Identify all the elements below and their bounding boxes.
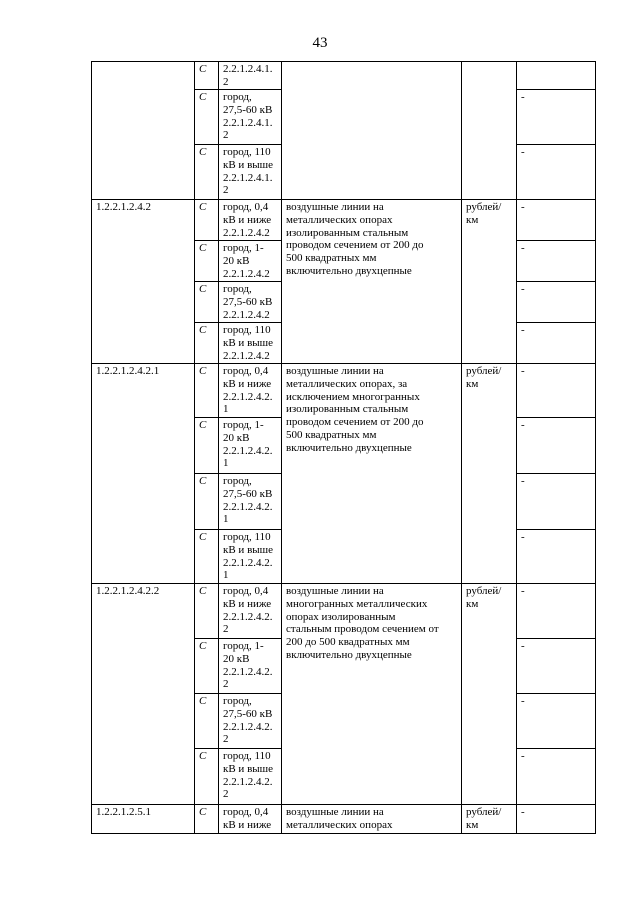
zone-cell (219, 418, 282, 474)
text-line: 27,5-60 кВ (223, 103, 273, 116)
text-line: рублей/ (466, 201, 502, 213)
text-line: 2.2.1.2.4.1. (223, 116, 273, 129)
value-cell: - (517, 90, 596, 145)
zone-cell (219, 90, 282, 145)
category-cell: С (195, 530, 219, 584)
text-line: 2 (223, 678, 229, 691)
unit-cell (462, 364, 517, 584)
category-cell: С (195, 62, 219, 90)
text-line: 2.2.1.2.4.2 (223, 267, 270, 280)
text-line: 2.2.1.2.4.1. (223, 63, 273, 75)
text-line: воздушные линии на (286, 365, 384, 377)
value-cell: - (517, 805, 596, 834)
text-line: 2.2.1.2.4.2. (223, 665, 273, 678)
category-cell: С (195, 639, 219, 694)
table-row (92, 364, 596, 418)
text-line: 2.2.1.2.4.2. (223, 610, 273, 623)
text-line: 2.2.1.2.4.2. (223, 775, 273, 788)
category-cell: С (195, 323, 219, 364)
text-line: 20 кВ (223, 431, 250, 444)
text-line: км (466, 377, 479, 390)
category-cell: С (195, 474, 219, 530)
text-line: металлических опорах (286, 213, 393, 226)
text-line: город, 0,4 (223, 201, 269, 213)
text-line: проводом сечением от 200 до (286, 239, 424, 252)
table-row (92, 62, 596, 90)
description-cell (282, 200, 462, 364)
text-line: 20 кВ (223, 254, 250, 267)
text-line: проводом сечением от 200 до (286, 416, 424, 429)
category-cell: С (195, 90, 219, 145)
category-cell: С (195, 145, 219, 200)
value-cell: - (517, 749, 596, 805)
text-line: 2.2.1.2.4.2. (223, 444, 273, 457)
zone-cell (219, 749, 282, 805)
zone-cell (219, 474, 282, 530)
text-line: 20 кВ (223, 652, 250, 665)
text-line: 2 (223, 184, 229, 197)
unit-cell (462, 584, 517, 805)
table-row (92, 805, 596, 834)
value-cell: - (517, 639, 596, 694)
text-line: кВ и выше (223, 158, 274, 171)
text-line: воздушные линии на (286, 201, 384, 213)
text-line: город, 110 (223, 324, 271, 336)
value-cell: - (517, 364, 596, 418)
text-line: город, 110 (223, 531, 271, 543)
text-line: город, (223, 475, 252, 487)
text-line: 500 квадратных мм (286, 252, 377, 265)
text-line: рублей/ (466, 585, 502, 597)
category-cell: С (195, 200, 219, 241)
value-cell: - (517, 200, 596, 241)
text-line: 2.2.1.2.4.2 (223, 349, 270, 362)
category-cell: С (195, 694, 219, 749)
text-line: 2.2.1.2.4.2 (223, 308, 270, 321)
text-line: кВ и ниже (223, 597, 272, 610)
text-line: 27,5-60 кВ (223, 295, 273, 308)
text-line: 2.2.1.2.4.2. (223, 556, 273, 569)
text-line: город, 1- (223, 640, 264, 652)
text-line: город, 1- (223, 419, 264, 431)
zone-cell (219, 145, 282, 200)
text-line: 2.2.1.2.4.2 (223, 226, 270, 239)
text-line: 1 (223, 403, 229, 416)
unit-cell (462, 200, 517, 364)
value-cell: - (517, 282, 596, 323)
text-line: 2 (223, 623, 229, 636)
text-line: 1 (223, 457, 229, 470)
zone-cell (219, 241, 282, 282)
text-line: город, 1- (223, 242, 264, 254)
category-cell: С (195, 282, 219, 323)
value-cell: - (517, 694, 596, 749)
value-cell: - (517, 584, 596, 639)
zone-cell (219, 364, 282, 418)
unit-cell (462, 62, 517, 200)
text-line: рублей/ (466, 806, 502, 818)
description-cell (282, 584, 462, 805)
text-line: стальным проводом сечением от (286, 623, 439, 636)
description-cell (282, 364, 462, 584)
text-line: 2.2.1.2.4.2. (223, 720, 273, 733)
text-line: 2 (223, 75, 229, 88)
text-line: воздушные линии на (286, 585, 384, 597)
text-line: город, 0,4 (223, 806, 269, 818)
code-cell: 1.2.2.1.2.4.2.1 (92, 364, 195, 584)
value-cell: - (517, 323, 596, 364)
text-line: кВ и выше (223, 762, 274, 775)
code-cell: 1.2.2.1.2.4.2.2 (92, 584, 195, 805)
tariff-table (91, 61, 596, 834)
text-line: 2 (223, 788, 229, 801)
value-cell: - (517, 145, 596, 200)
text-line: город, 110 (223, 750, 271, 762)
description-cell (282, 62, 462, 200)
category-cell: С (195, 805, 219, 834)
text-line: 2.2.1.2.4.2. (223, 390, 273, 403)
text-line: км (466, 818, 479, 831)
zone-cell (219, 530, 282, 584)
text-line: 2.2.1.2.4.1. (223, 171, 273, 184)
table-row (92, 584, 596, 639)
text-line: 2 (223, 733, 229, 746)
value-cell: - (517, 474, 596, 530)
text-line: 27,5-60 кВ (223, 707, 273, 720)
text-line: город, (223, 283, 252, 295)
category-cell: С (195, 364, 219, 418)
code-cell: 1.2.2.1.2.5.1 (92, 805, 195, 834)
text-line: город, 110 (223, 146, 271, 158)
text-line: металлических опорах, за (286, 377, 408, 390)
text-line: включительно двухцепные (286, 264, 412, 277)
text-line: город, (223, 695, 252, 707)
text-line: город, 0,4 (223, 365, 269, 377)
zone-cell (219, 200, 282, 241)
text-line: 27,5-60 кВ (223, 487, 273, 500)
text-line: 500 квадратных мм (286, 428, 377, 441)
table-row (92, 200, 596, 241)
text-line: город, (223, 91, 252, 103)
text-line: кВ и выше (223, 336, 274, 349)
text-line: кВ и ниже (223, 377, 272, 390)
category-cell: С (195, 418, 219, 474)
text-line: изолированным стальным (286, 226, 409, 239)
text-line: металлических опорах (286, 818, 393, 831)
text-line: кВ и ниже (223, 818, 272, 831)
zone-cell (219, 805, 282, 834)
value-cell: - (517, 241, 596, 282)
text-line: 200 до 500 квадратных мм (286, 636, 410, 649)
text-line: исключением многогранных (286, 390, 420, 403)
value-cell (517, 62, 596, 90)
category-cell: С (195, 749, 219, 805)
text-line: рублей/ (466, 365, 502, 377)
text-line: многогранных металлических (286, 597, 428, 610)
zone-cell (219, 694, 282, 749)
zone-cell (219, 323, 282, 364)
text-line: включительно двухцепные (286, 441, 412, 454)
text-line: 2.2.1.2.4.2. (223, 500, 273, 513)
text-line: 1 (223, 513, 229, 526)
text-line: км (466, 597, 479, 610)
unit-cell (462, 805, 517, 834)
page-number: 43 (312, 35, 328, 51)
value-cell: - (517, 418, 596, 474)
text-line: 2 (223, 129, 229, 142)
zone-cell (219, 282, 282, 323)
text-line: город, 0,4 (223, 585, 269, 597)
zone-cell (219, 62, 282, 90)
text-line: км (466, 213, 479, 226)
text-line: опорах изолированным (286, 610, 396, 623)
code-cell (92, 62, 195, 200)
text-line: включительно двухцепные (286, 648, 412, 661)
category-cell: С (195, 584, 219, 639)
text-line: изолированным стальным (286, 403, 409, 416)
zone-cell (219, 584, 282, 639)
code-cell: 1.2.2.1.2.4.2 (92, 200, 195, 364)
text-line: кВ и ниже (223, 213, 272, 226)
zone-cell (219, 639, 282, 694)
description-cell (282, 805, 462, 834)
text-line: кВ и выше (223, 543, 274, 556)
value-cell: - (517, 530, 596, 584)
text-line: 1 (223, 569, 229, 582)
text-line: воздушные линии на (286, 806, 384, 818)
category-cell: С (195, 241, 219, 282)
